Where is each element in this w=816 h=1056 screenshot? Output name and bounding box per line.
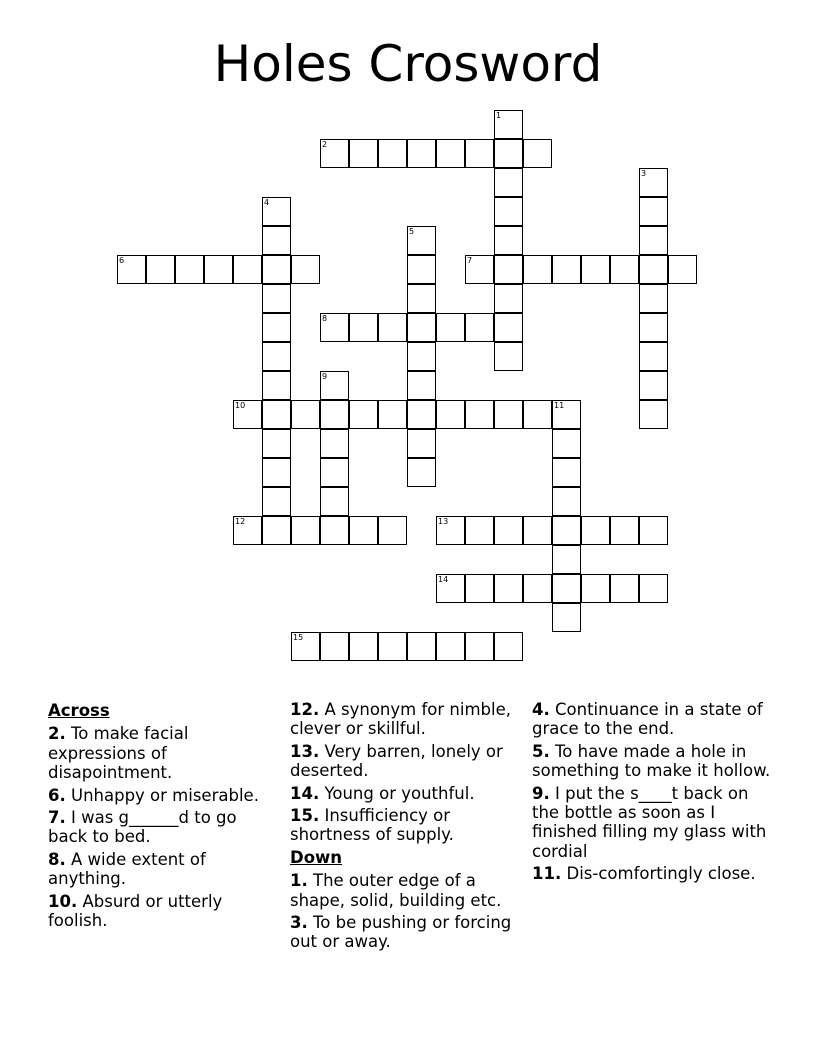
clues-column-1 [48,700,278,933]
across-heading: Across [48,701,110,720]
clue-text: The outer edge of a shape, solid, building etc. [290,871,502,910]
clue-number: 4. [532,700,550,719]
grid-cell[interactable] [581,574,610,603]
grid-cell[interactable] [262,342,291,371]
grid-cell[interactable] [639,226,668,255]
grid-cell[interactable] [465,313,494,342]
grid-cell[interactable] [523,255,552,284]
grid-cell[interactable] [494,313,523,342]
grid-cell[interactable] [262,226,291,255]
grid-cell[interactable] [436,516,465,545]
grid-cell[interactable] [262,487,291,516]
clue-text: Continuance in a state of grace to the end. [532,700,763,739]
clue-number: 7. [48,808,66,828]
cell-number: 13 [438,517,449,526]
grid-cell[interactable] [349,313,378,342]
grid-cell[interactable] [465,574,494,603]
grid-cell[interactable] [349,139,378,168]
grid-cell[interactable] [291,516,320,545]
grid-cell[interactable] [262,197,291,226]
clue-text: I was g______d to go back to bed. [48,808,237,847]
grid-cell[interactable] [233,255,262,284]
grid-cell[interactable] [291,632,320,661]
grid-cell[interactable] [494,284,523,313]
grid-cell[interactable] [639,400,668,429]
cell-number: 4 [264,198,270,207]
grid-cell[interactable] [378,400,407,429]
grid-cell[interactable] [668,255,697,284]
grid-cell[interactable] [552,545,581,574]
cell-number: 6 [119,256,125,265]
grid-cell[interactable] [494,632,523,661]
cell-number: 10 [235,401,246,410]
grid-cell[interactable] [639,342,668,371]
clue-text: Dis-comfortingly close. [566,864,756,884]
clue-number: 14. [290,783,320,803]
clue-text: Very barren, lonely or deserted. [290,741,503,781]
grid-cell[interactable] [262,313,291,342]
clue-text: To be pushing or forcing out or away. [290,913,512,952]
clue-down-3 [290,913,520,952]
grid-cell[interactable] [378,139,407,168]
grid-cell[interactable] [552,458,581,487]
grid-cell[interactable] [407,284,436,313]
grid-cell[interactable] [494,168,523,197]
cell-number: 2 [322,140,328,149]
cell-number: 9 [322,372,328,381]
grid-cell[interactable] [407,429,436,458]
cell-number: 15 [293,633,304,642]
clue-text: A wide extent of anything. [48,849,206,889]
clue-across-10 [48,892,278,931]
grid-cell[interactable] [407,632,436,661]
grid-cell[interactable] [494,574,523,603]
grid-cell[interactable] [407,255,436,284]
grid-cell[interactable] [552,574,581,603]
grid-cell[interactable] [436,139,465,168]
clue-number: 6. [48,785,66,805]
clue-text: A synonym for nimble, clever or skillful. [290,700,511,739]
grid-cell[interactable] [320,371,349,400]
grid-cell[interactable] [639,313,668,342]
grid-cell[interactable] [610,516,639,545]
grid-cell[interactable] [639,574,668,603]
cell-number: 5 [409,227,415,236]
grid-cell[interactable] [639,284,668,313]
grid-cell[interactable] [465,255,494,284]
down-heading: Down [290,847,343,867]
clue-text: I put the s____t back on the bottle as soon as I finished filling my glass with cordial [532,783,767,861]
grid-cell[interactable] [436,574,465,603]
cell-number: 12 [235,517,246,526]
grid-cell[interactable] [262,458,291,487]
grid-cell[interactable] [407,139,436,168]
grid-cell[interactable] [494,516,523,545]
grid-cell[interactable] [262,255,291,284]
grid-cell[interactable] [552,516,581,545]
grid-cell[interactable] [552,400,581,429]
grid-cell[interactable] [320,487,349,516]
clue-across-7 [48,808,278,847]
grid-cell[interactable] [349,400,378,429]
clue-across-2 [48,724,278,782]
cell-number: 7 [467,256,473,265]
clue-across-15 [290,806,520,845]
grid-cell[interactable] [320,429,349,458]
clue-text: Young or youthful. [324,783,475,803]
grid-cell[interactable] [639,371,668,400]
clue-number: 9. [532,783,550,803]
grid-cell[interactable] [494,400,523,429]
grid-cell[interactable] [407,226,436,255]
clue-number: 1. [290,871,308,891]
clue-down-5 [532,742,772,781]
clue-across-13 [290,742,520,781]
grid-cell[interactable] [349,632,378,661]
clue-across-14 [290,784,520,803]
grid-cell[interactable] [494,255,523,284]
clue-number: 12. [290,700,320,719]
grid-cell[interactable] [639,168,668,197]
grid-cell[interactable] [262,284,291,313]
grid-cell[interactable] [262,400,291,429]
grid-cell[interactable] [378,632,407,661]
grid-cell[interactable] [639,197,668,226]
cell-number: 11 [554,401,565,410]
grid-cell[interactable] [494,342,523,371]
clue-down-4 [532,700,772,739]
grid-cell[interactable] [320,400,349,429]
clues-column-3 [532,700,772,887]
grid-cell[interactable] [494,110,523,139]
cell-number: 8 [322,314,328,323]
clue-number: 13. [290,741,320,761]
grid-cell[interactable] [523,516,552,545]
grid-cell[interactable] [262,429,291,458]
grid-cell[interactable] [436,313,465,342]
cell-number: 14 [438,575,449,584]
grid-cell[interactable] [320,139,349,168]
grid-cell[interactable] [407,400,436,429]
grid-cell[interactable] [552,487,581,516]
clue-number: 5. [532,741,550,761]
grid-cell[interactable] [262,516,291,545]
clue-number: 10. [48,891,78,911]
grid-cell[interactable] [378,516,407,545]
grid-cell[interactable] [291,255,320,284]
grid-cell[interactable] [349,516,378,545]
grid-cell[interactable] [320,313,349,342]
clue-text: Unhappy or miserable. [71,785,259,805]
grid-cell[interactable] [146,255,175,284]
grid-cell[interactable] [465,139,494,168]
cell-number: 3 [641,169,647,178]
grid-cell[interactable] [523,574,552,603]
grid-cell[interactable] [407,371,436,400]
clue-text: Insufficiency or shortness of supply. [290,806,454,845]
clue-down-9 [532,784,772,862]
grid-cell[interactable] [639,255,668,284]
grid-cell[interactable] [552,255,581,284]
clue-down-11 [532,864,772,883]
grid-cell[interactable] [552,429,581,458]
grid-cell[interactable] [494,139,523,168]
puzzle-title: Holes Crosword [213,35,603,93]
grid-cell[interactable] [407,342,436,371]
grid-cell[interactable] [639,516,668,545]
clue-text: To make facial expressions of disapointment. [48,724,189,783]
grid-cell[interactable] [465,400,494,429]
grid-cell[interactable] [262,371,291,400]
grid-cell[interactable] [523,400,552,429]
grid-cell[interactable] [407,458,436,487]
grid-cell[interactable] [523,139,552,168]
grid-cell[interactable] [233,400,262,429]
grid-cell[interactable] [552,603,581,632]
grid-cell[interactable] [465,632,494,661]
clue-across-12 [290,700,520,739]
grid-cell[interactable] [320,516,349,545]
grid-cell[interactable] [494,226,523,255]
grid-cell[interactable] [610,574,639,603]
clue-text: Absurd or utterly foolish. [48,891,223,931]
grid-cell[interactable] [320,632,349,661]
grid-cell[interactable] [204,255,233,284]
grid-cell[interactable] [233,516,262,545]
clue-number: 3. [290,913,308,933]
clue-across-6 [48,786,278,805]
clue-number: 8. [48,849,66,869]
grid-cell[interactable] [581,255,610,284]
clue-number: 2. [48,724,66,744]
grid-cell[interactable] [581,516,610,545]
clue-number: 11. [532,864,562,884]
grid-cell[interactable] [494,197,523,226]
clue-number: 15. [290,806,320,826]
clue-across-8 [48,850,278,889]
grid-cell[interactable] [610,255,639,284]
grid-cell[interactable] [407,313,436,342]
clues-column-2 [290,700,520,955]
grid-cell[interactable] [117,255,146,284]
grid-cell[interactable] [175,255,204,284]
grid-cell[interactable] [436,632,465,661]
grid-cell[interactable] [291,400,320,429]
cell-number: 1 [496,111,502,120]
grid-cell[interactable] [465,516,494,545]
grid-cell[interactable] [320,458,349,487]
clue-text: To have made a hole in something to make it hollow. [532,741,771,781]
grid-cell[interactable] [436,400,465,429]
grid-cell[interactable] [378,313,407,342]
clue-down-1 [290,871,520,910]
